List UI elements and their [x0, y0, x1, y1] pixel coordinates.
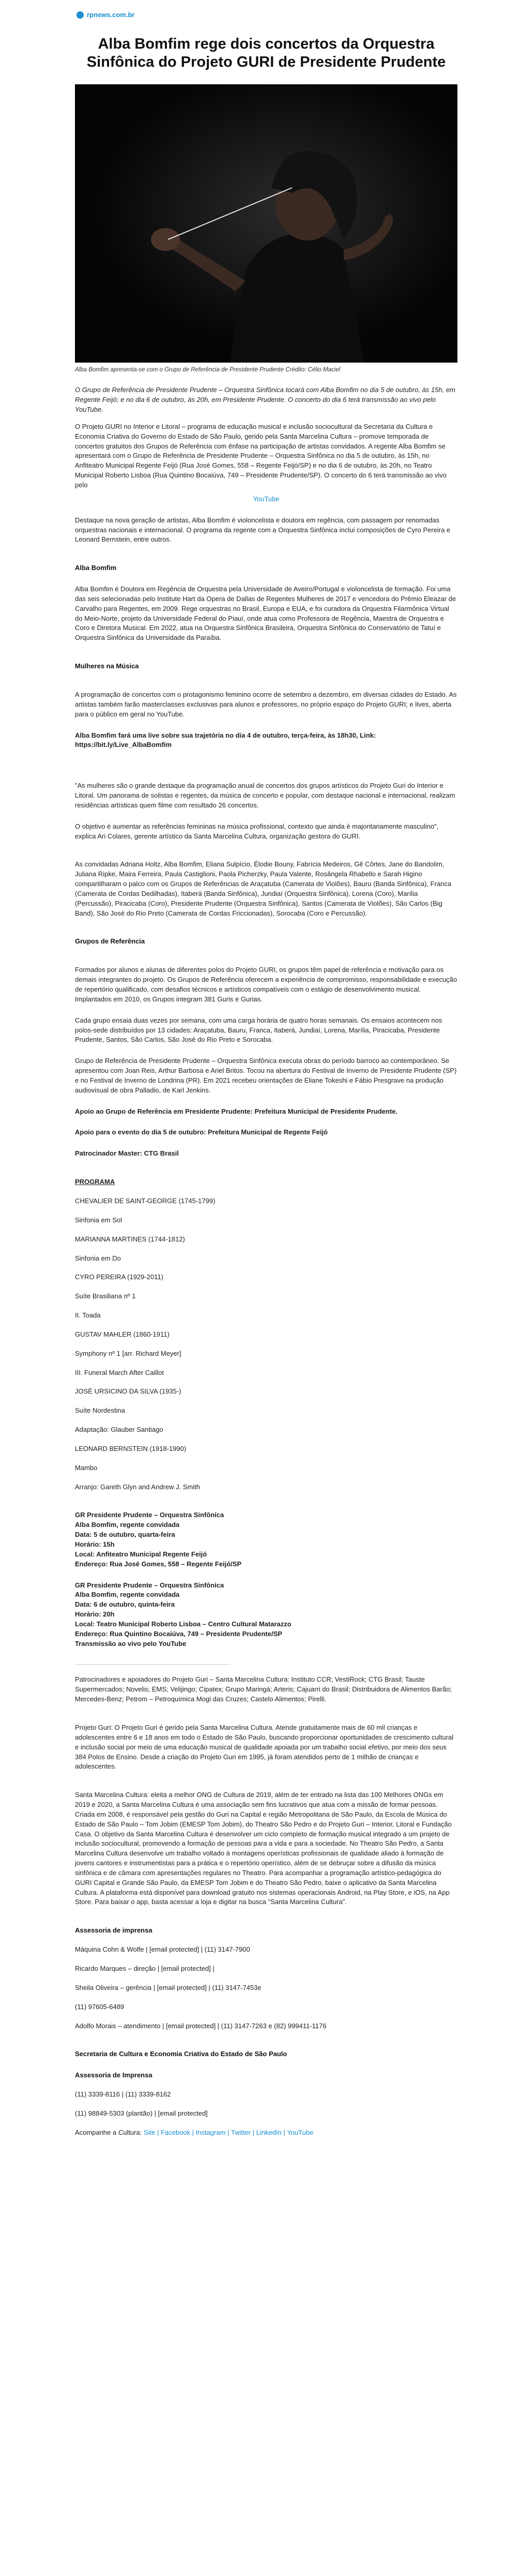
paragraph-intro	[75, 422, 457, 490]
evento-line[interactable]: Transmissão ao vivo pelo YouTube	[75, 1639, 187, 1648]
heading-secretaria: Secretaria de Cultura e Economia Criativa do Estado de São Paulo	[75, 2050, 287, 2058]
evento-line: Alba Bomfim, regente convidada	[75, 1521, 180, 1529]
contact-line: (11) 97605-6489	[75, 2002, 125, 2011]
contact-line[interactable]: Sheila Oliveira – gerência | [email protected] | (11) 3147-7453e	[75, 1983, 262, 1991]
heading-programa: PROGRAMA	[75, 1178, 115, 1186]
contact-line[interactable]: Ricardo Marques – direção | [email protected] |	[75, 1965, 214, 1973]
paragraph-apoio-evento: Apoio para o evento do dia 5 de outubro: Prefeitura Municipal de Regente Feijó	[75, 1128, 328, 1136]
evento-line: GR Presidente Prudente – Orquestra Sinfônica	[75, 1511, 224, 1519]
programa-item: III. Funeral March After Caillot	[75, 1368, 164, 1376]
paragraph-grupos: Formados por alunos e alunas de diferentes polos do Projeto GURI, os grupos têm papel de referência e motivação para os demais integrantes do projeto. Os Grupos de Referência oferecem a experiência de compromisso, responsabilidade e execução de repertório qualificado, com desafios técnicos e artísticos compatíveis com o estágio de desenvolvimento musical. Implantados em 2010, os Grupos integram 381 Guris e Gurias.	[75, 966, 457, 1003]
programa-item: Arranjo: Gareth Glyn and Andrew J. Smith	[75, 1482, 201, 1491]
paragraph-intro-text: O Projeto GURI no Interior e Litoral – programa de educação musical e inclusão sociocultural da Secretaria da Cultura e Economia Criativa do Governo do Estado de São Paulo, gerido pela Santa Marcelina Cultura – promove temporada de concertos gratuitos dos Grupos de Referência com ênfase na participação de artistas convidados. A regente Alba Bomfim se apresentará com o Grupo de Referência de Presidente Prudente – Orquestra Sinfônica no dia 5 de outubro, às 15h, no Anfiteatro Municipal Regente Feijó (Rua José Gomes, 558 – Regente Feijó/SP) e no dia 6 de outubro, às 20h, no Teatro Municipal Roberto Lisboa (Rua Quintino Bocaiúva, 749 – Presidente Prudente/SP). O concerto do 6 terá transmissão ao vivo pelo	[75, 422, 447, 489]
contact-line[interactable]: Adolfo Morais – atendimento | [email protected] | (11) 3147-7263 e (82) 999411-1176	[75, 2021, 327, 2030]
paragraph-destaque: Destaque na nova geração de artistas, Alba Bomfim é violoncelista e doutora em regência, com passagem por renomadas orquestras nacionais e internacional. O programa da regente com a Orquestra Sinfônica inclui composições de Cyro Pereira e Leonard Bernstein, entre outros.	[75, 516, 451, 544]
programa-item: Sinfonia em Do	[75, 1254, 121, 1262]
secretaria-list	[75, 2090, 457, 2119]
divider	[75, 1664, 230, 1665]
programa-item: JOSÉ URSICINO DA SILVA (1935-)	[75, 1387, 181, 1396]
programa-item: Sinfonia em Sol	[75, 1216, 122, 1224]
youtube-link[interactable]: YouTube	[253, 495, 280, 503]
evento-line: Horário: 20h	[75, 1610, 115, 1619]
contact-line[interactable]: (11) 98849-5303 (plantão) | [email protected]	[75, 2109, 208, 2117]
site-name: rpnews.com.br	[87, 10, 135, 19]
hero-image	[75, 84, 457, 363]
acompanhe-links[interactable]: Site | Facebook | Instagram | Twitter | LinkedIn | YouTube	[143, 2128, 314, 2136]
paragraph-grupos-2: Cada grupo ensaia duas vezes por semana, com uma carga horária de quatro horas semanais. Os ensaios acontecem nos polos-sede distribuídos por 13 cidades: Araçatuba, Bauru, Franca, Itaberá, Jundiaí, Lorena, Marília, Piracicaba, Presidente Prudente, Santos, São Carlos, São José do Rio Preto e Sorocaba.	[75, 1016, 442, 1044]
paragraph-patrocinadores: Patrocinadores e apoiadores do Projeto Guri – Santa Marcelina Cultura: Instituto CCR; VestiRock; CTG Brasil; Tauste Supermercados; Novelis; EMS; Velijingo; Cipatex; Grupo Maringá; Arteris; Cajuarri do Brasil; Distribuidora de Alimentos Barão; Mercedes-Benz; Petrom – Petroquímica Mogi das Cruzes; Castelo Alimentos; Pirelli.	[75, 1675, 452, 1703]
site-link[interactable]	[76, 10, 134, 20]
evento-line: Data: 5 de outubro, quarta-feira	[75, 1531, 175, 1539]
paragraph-patrocinador: Patrocinador Master: CTG Brasil	[75, 1149, 179, 1158]
programa-item: Suíte Brasiliana nº 1	[75, 1292, 136, 1300]
conductor-photo	[75, 84, 457, 363]
programa-item: Suíte Nordestina	[75, 1406, 125, 1415]
evento-2	[75, 1581, 457, 1649]
image-caption: Alba Bomfim apresenta-se com o Grupo de Referência de Presidente Prudente Crédito: Célio Maciel	[75, 366, 341, 373]
evento-line: Alba Bomfim, regente convidada	[75, 1591, 180, 1599]
quote-paragraph: "As mulheres são o grande destaque da programação anual de concertos dos grupos artísticos do Projeto Guri do Interior e Litoral. Um panorama de solistas e regentes, da música de concerto e popular, com destaque nacional e internacional, realizam residências artísticas quem filme com resultado 26 concertos.	[75, 782, 455, 809]
heading-grupos: Grupos de Referência	[75, 937, 145, 946]
lead-paragraph: O Grupo de Referência de Presidente Prudente – Orquestra Sinfônica tocará com Alba Bomfim no dia 5 de outubro, às 15h, em Regente Feijó; e no dia 6 de outubro, às 20h, em Presidente Prudente. O concerto do dia 6 terá transmissão ao vivo pelo YouTube.	[75, 386, 455, 414]
evento-line: Local: Anfiteatro Municipal Regente Feijó	[75, 1550, 207, 1558]
programa-item: Symphony nº 1 [arr. Richard Meyer]	[75, 1349, 181, 1357]
programa-item: Mambo	[75, 1463, 98, 1472]
paragraph-alba: Alba Bomfim é Doutora em Regência de Orquestra pela Universidade de Aveiro/Portugal e violoncelista de formação. Foi uma das seis selecionadas pelo Institute Hart da Opera de Dallas de Regentes Mulheres de 2017 e vencedora do Prêmio Eleazar de Carvalho para Regentes, em 2009. Rege orquestras no Brasil, Europa e EUA, e foi curadora da Orquestra Filarmônica Virtual do Meio-Norte, projeto da Universidade Federal do Piauí, onde atua como Professora de Regência, Maestra de Orquestra e Coro e Diretora Musical. Em 2022, atua na Orquestra Sinfônica Brasileira, Orquestra Sinfônica do Conservatório de Tatuí e Orquestra Sinfônica da Universidade da Paraíba.	[75, 585, 456, 642]
programa-list	[75, 1196, 457, 1492]
heading-alba: Alba Bomfim	[75, 564, 117, 572]
paragraph-mulheres: A programação de concertos com o protagonismo feminino ocorre de setembro a dezembro, em diversas cidades do Estado. As artistas também farão masterclasses exclusivas para alunos e professores, no próprio espaço do Projeto GURI; e lives, aberta para o público em geral no YouTube.	[75, 690, 457, 718]
article-title: Alba Bomfim rege dois concertos da Orquestra Sinfônica do Projeto GURI de Presidente Prudente	[86, 36, 446, 71]
programa-item: CHEVALIER DE SAINT-GEORGE (1745-1799)	[75, 1196, 216, 1205]
acompanhe-label: Acompanhe a Cultura:	[75, 2128, 142, 2136]
paragraph-live: Alba Bomfim fará uma live sobre sua trajetória no dia 4 de outubro, terça-feira, às 18h30, Link: https://bit.ly/Live_AlbaBomfim	[75, 731, 376, 749]
programa-item: Adaptação: Glauber Santiago	[75, 1426, 163, 1434]
contact-line[interactable]: Máquina Cohn & Wolfe | [email protected] | (11) 3147-7900	[75, 1945, 250, 1954]
evento-line: GR Presidente Prudente – Orquestra Sinfônica	[75, 1581, 224, 1589]
evento-line: Endereço: Rua Quintino Bocaiúva, 749 – Presidente Prudente/SP	[75, 1629, 282, 1638]
acompanhe-line	[75, 2128, 457, 2138]
programa-item: II. Toada	[75, 1311, 101, 1320]
paragraph-convidadas: As convidadas Adriana Holtz, Alba Bomfim, Eliana Sulpício, Élodie Bouny, Fabrícia Medeiros, Gê Côrtes, Jane do Bandolim, Juliana Ripke, Maira Ferreira, Paula Castiglioni, Paola Picherzky, Paula Valente, Rosângela Rhabello e Sarah Higino compartilharam o palco com os Grupos de Referências de Araçatuba (Camerata de Violões), Bauru (Banda Sinfônica), Franca (Camerata de Cordas Dedilhadas), Itaberá (Banda Sinfônica), Jundiaí (Orquestra Sinfônica), Lorena (Coro), Marília (Percussão), Piracicaba (Coro), Presidente Prudente (Orquestra Sinfônica), Santos (Camerata de Violões), São Carlos (Big Band), São José do Rio Preto (Camerata de Cordas Friccionadas), Sorocaba (Coro e Percussão).	[75, 860, 452, 917]
paragraph-apoio: Apoio ao Grupo de Referência em Presidente Prudente: Prefeitura Municipal de Presidente Prudente.	[75, 1107, 398, 1115]
quote-paragraph-2: O objetivo é aumentar as referências femininas na música profissional, contexto que ainda é majoritariamente masculino", explica Ari Colares, gerente artístico da Santa Marcelina Cultura, organização gestora do GURI.	[75, 822, 439, 840]
paragraph-santa-marcelina: Santa Marcelina Cultura: eleita a melhor ONG de Cultura de 2019, além de ter entrado na lista das 100 Melhores ONGs em 2019 e 2020, a Santa Marcelina Cultura é uma associação sem fins lucrativos que atua com a missão de formar pessoas. Criada em 2008, é responsável pela gestão do Guri na Capital e região Metropolitana de São Paulo, da Escola de Música do Estado de São Paulo – Tom Jobim (EMESP Tom Jobim), do Theatro São Pedro e do Projeto Guri – Interior, Litoral e Fundação Casa. O objetivo da Santa Marcelina Cultura é desenvolver um ciclo completo de formação musical integrado a um projeto de inclusão sociocultural, promovendo a formação de pessoas para a vida e para a sociedade. No Theatro São Pedro, a Santa Marcelina Cultura desenvolve um trabalho voltado à montagens operísticas profissionais de qualidade aliado à formação de jovens cantores e instrumentistas para a prática e o repertório operístico, além de se debruçar sobre a difusão da música sinfônica e de câmara com apresentações regulares no Theatro. Para acompanhar a programação artístico-pedagógica do GURI Capital e Grande São Paulo, da EMESP Tom Jobim e do Theatro São Pedro, baixe o aplicativo da Santa Marcelina Cultura. A plataforma está disponível para download gratuito nos sistemas operacionais Android, na Play Store, e iOS, na App Store. Para baixar o app, basta acessar a loja e digitar na busca "Santa Marcelina Cultura".	[75, 1791, 452, 1906]
article	[75, 35, 457, 2138]
programa-item: GUSTAV MAHLER (1860-1911)	[75, 1330, 170, 1338]
programa-item: MARIANNA MARTINES (1744-1812)	[75, 1235, 185, 1243]
evento-line: Local: Teatro Municipal Roberto Lisboa – Centro Cultural Matarazzo	[75, 1620, 292, 1628]
evento-1	[75, 1510, 457, 1569]
paragraph-projeto-guri: Projeto Guri: O Projeto Guri é gerido pela Santa Marcelina Cultura. Atende gratuitamente mais de 60 mil crianças e adolescentes entre 6 e 18 anos em todo o Estado de São Paulo, buscando proporcionar oportunidades de crescimento cultural e inclusão social por meio de uma educação musical de qualidade apoiada por um trabalho social efetivo, por meio dos seus 384 Polos de Ensino. Desde a criação do Projeto Guri em 1995, já foram atendidos perto de 1 milhão de crianças e adolescentes.	[75, 1723, 454, 1771]
heading-mulheres: Mulheres na Música	[75, 662, 139, 670]
site-logo-icon	[76, 11, 84, 19]
youtube-link-center[interactable]	[75, 495, 457, 504]
contact-line: (11) 3339-8116 | (11) 3339-8162	[75, 2090, 171, 2099]
heading-assessoria: Assessoria de imprensa	[75, 1926, 152, 1935]
paragraph-grupo-pp: Grupo de Referência de Presidente Prudente – Orquestra Sinfônica executa obras do período barroco ao contemporâneo. Se apresentou com Joan Reis, Arthur Barbosa e Ariel Britos. Tocou na abertura do Festival de Inverno de Presidente Prudente (SP) e no Festival de Inverno de Londrina (PR). Em 2021 recebeu orientações de Eliane Tokeshi e Fábio Presgrave na produção audiovisual de obra Palladio, de Karl Jenkins.	[75, 1057, 457, 1094]
evento-line: Horário: 15h	[75, 1540, 115, 1549]
programa-item: CYRO PEREIRA (1929-2011)	[75, 1273, 163, 1281]
heading-assessoria-2: Assessoria de Imprensa	[75, 2071, 152, 2079]
evento-line: Endereço: Rua José Gomes, 558 – Regente Feijó/SP	[75, 1560, 242, 1568]
programa-item: LEONARD BERNSTEIN (1918-1990)	[75, 1444, 187, 1452]
evento-line: Data: 6 de outubro, quinta-feira	[75, 1600, 175, 1609]
top-bar	[0, 0, 521, 30]
assessoria-list	[75, 1945, 457, 2031]
